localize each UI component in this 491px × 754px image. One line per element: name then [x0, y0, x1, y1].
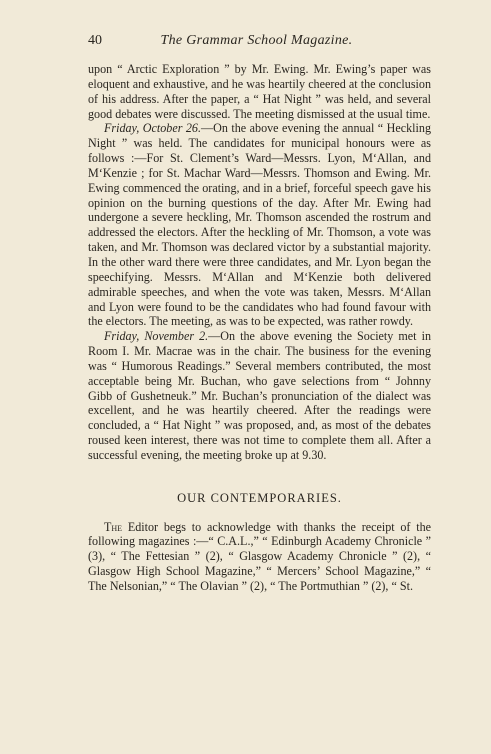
page-header	[88, 33, 433, 53]
paragraph-date: Friday, November 2.	[104, 329, 209, 344]
paragraph-text: —On the above evening the Society met in Room I. Mr. Macrae was in the chair. The business for the evening was “ Humorous Readings.” Several members contributed, the most acceptable being Mr. Buchan, who gave selections from “ Johnny Gibb of Gushetneuk.” Mr. Buchan’s pronunciation of the dialect was excellent, and he was heartily cheered. After the readings were concluded, a “ Hat Night ” was proposed, and, as most of the debates roused keen interest, there was not time to complete them all. After a successful evening, the meeting broke up at 9.30.	[88, 329, 431, 462]
body-text	[88, 62, 431, 594]
paragraph-heckling-night	[88, 121, 431, 329]
paragraph-text: —On the above evening the annual “ Heckling Night ” was held. The candidates for municipal honours were as follows :—For St. Clement’s Ward—Messrs. Lyon, M‘Allan, and M‘Kenzie ; for St. Machar Ward—Messrs. Thomson and Ewing. Mr. Ewing commenced the orating, and in a brief, forceful speech gave his opinion on the burning questions of the day. After Mr. Ewing had undergone a severe heckling, Mr. Thomson ascended the rostrum and addressed the electors. After the heckling of Mr. Thomson, a vote was taken, and Mr. Thomson was declared victor by a substantial majority. In the other ward there were three candidates, and Mr. Lyon began the speechifying. Messrs. M‘Allan and M‘Kenzie both delivered admirable speeches, and when the vote was taken, Messrs. M‘Allan and Lyon were found to be the candidates who had found favour with the electors. The meeting, as was to be expected, was rather rowdy.	[88, 121, 431, 329]
paragraph-humorous-readings	[88, 329, 431, 463]
page-number: 40	[88, 33, 102, 48]
paragraph-text: upon “ Arctic Exploration ” by Mr. Ewing. Mr. Ewing’s paper was eloquent and exhaustive, and he was heartily cheered at the conclusion of his address. After the paper, a “ Hat Night ” was held, and several good debates were discussed. The meeting dismissed at the usual time.	[88, 62, 431, 121]
running-title: The Grammar School Magazine.	[160, 33, 353, 48]
paragraph-text: Editor begs to acknowledge with thanks the receipt of the following magazines :—“ C.A.L.,” “ Edinburgh Academy Chronicle ” (3), “ The Fettesian ” (2), “ Glasgow Academy Chronicle ” (2), “ Glasgow High School Magazine,” “ Mercers’ School Magazine,” “ The Nelsonian,” “ The Olavian ” (2), “ The Portmuthian ” (2), “ St.	[88, 519, 431, 593]
section-heading: OUR CONTEMPORARIES.	[177, 490, 342, 505]
paragraph-lead-word: The	[104, 519, 123, 534]
paragraph-continuation	[88, 62, 431, 121]
paragraph-date: Friday, October 26.	[104, 121, 202, 136]
paragraph-contemporaries	[88, 520, 431, 594]
